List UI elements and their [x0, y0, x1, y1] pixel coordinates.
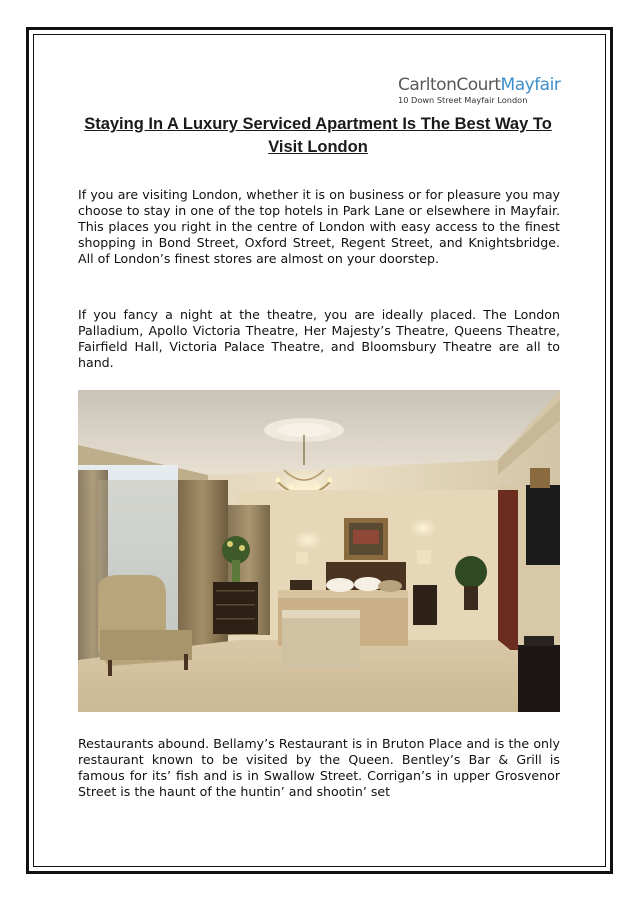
carlton-court-logo: [398, 76, 573, 106]
hotel-bedroom-photo: [78, 390, 560, 712]
logo-name-part2: Mayfair: [500, 75, 561, 95]
logo-name-part1: CarltonCourt: [398, 75, 501, 95]
paragraph-theatre: If you fancy a night at the theatre, you are ideally placed. The London Palladium, Apollo Victoria Theatre, Her Majesty’s Theatre, Queens Theatre, Fairfield Hall, Victoria Palace Theatre, and Bloomsbury Theatre are all to hand.: [78, 307, 560, 370]
logo-wordmark: [398, 76, 573, 94]
paragraph-restaurants: Restaurants abound. Bellamy’s Restaurant is in Bruton Place and is the only restaurant known to be visited by the Queen. Bentley’s Bar & Grill is famous for its’ fish and is in Swallow Street. Corrigan’s in upper Grosvenor Street is the haunt of the huntin’ and shootin’ set: [78, 736, 560, 799]
page-title: Staying In A Luxury Serviced Apartment Is The Best Way To Visit London: [84, 115, 552, 156]
bedroom-illustration: [78, 390, 560, 712]
logo-address: 10 Down Street Mayfair London: [398, 95, 528, 105]
paragraph-shopping: If you are visiting London, whether it is on business or for pleasure you may choose to stay in one of the top hotels in Park Lane or elsewhere in Mayfair. This places you right in the centre of London with easy access to the finest shopping in Bond Street, Oxford Street, Regent Street, and Knightsbridge. All of London’s finest stores are almost on your doorstep.: [78, 187, 560, 266]
